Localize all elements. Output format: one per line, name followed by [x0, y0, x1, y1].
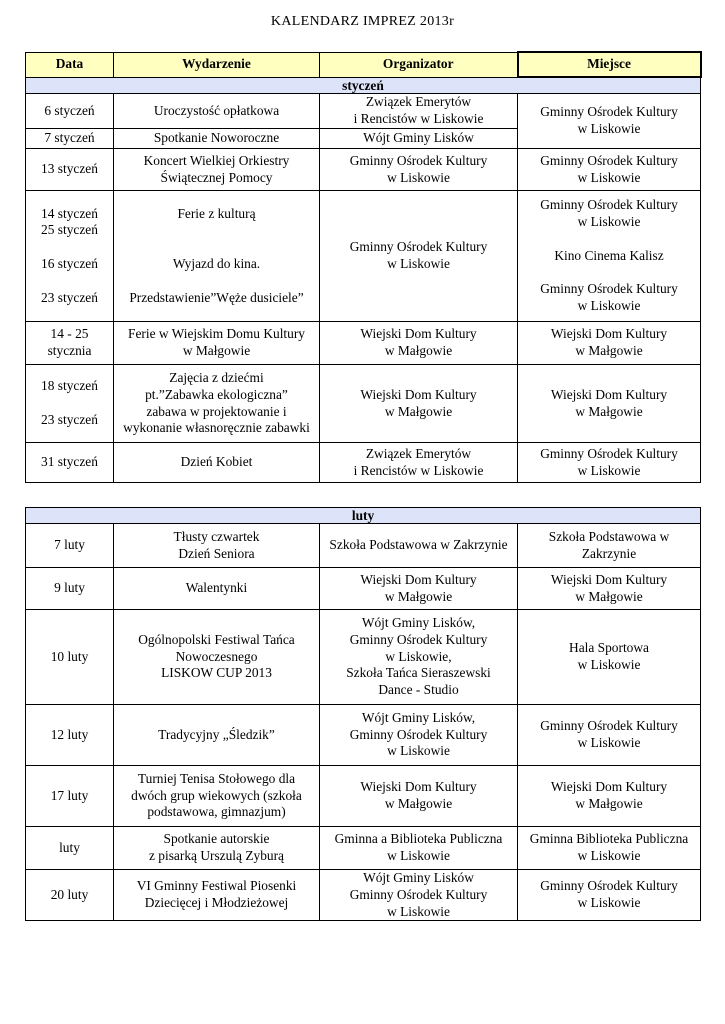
- organizer-cell: Wójt Gminy Lisków, Gminny Ośrodek Kultury w Liskowie, Szkoła Tańca Sieraszewski Dance - Studio: [320, 610, 518, 705]
- table-row: [26, 705, 701, 766]
- month-label: styczeń: [26, 77, 701, 94]
- table-row: [26, 322, 701, 365]
- table-row: [26, 827, 701, 870]
- month-label: luty: [26, 508, 701, 524]
- organizer-cell: Wiejski Dom Kultury w Małgowie: [320, 365, 518, 443]
- place-cell: Gminny Ośrodek Kultury w Liskowie: [518, 149, 701, 191]
- date-cell: luty: [26, 827, 114, 870]
- date-cell: 7 styczeń: [26, 129, 114, 149]
- event-cell: Tradycyjny „Śledzik”: [114, 705, 320, 766]
- place-cell: Szkoła Podstawowa w Zakrzynie: [518, 524, 701, 568]
- place-cell: Gminny Ośrodek Kultury w Liskowie Kino Cinema Kalisz Gminny Ośrodek Kultury w Liskowie: [518, 191, 701, 322]
- place-cell: Gminny Ośrodek Kultury w Liskowie: [518, 94, 701, 149]
- event-cell: Zajęcia z dziećmi pt.”Zabawka ekologiczna” zabawa w projektowanie i wykonanie własnoręcznie zabawki: [114, 365, 320, 443]
- place-cell: Gminny Ośrodek Kultury w Liskowie: [518, 705, 701, 766]
- event-cell: Dzień Kobiet: [114, 443, 320, 483]
- organizer-cell: Szkoła Podstawowa w Zakrzynie: [320, 524, 518, 568]
- table-row: [26, 610, 701, 705]
- table-row: [26, 524, 701, 568]
- header-row: [26, 52, 701, 77]
- table-row: [26, 191, 701, 322]
- organizer-cell: Wójt Gminy Lisków, Gminny Ośrodek Kultury w Liskowie: [320, 705, 518, 766]
- events-table-january: [25, 51, 702, 483]
- table-row: [26, 568, 701, 610]
- date-cell: 17 luty: [26, 766, 114, 827]
- events-table-february: [25, 507, 701, 921]
- date-cell: 14 - 25 stycznia: [26, 322, 114, 365]
- event-cell: Uroczystość opłatkowa: [114, 94, 320, 129]
- month-row: [26, 77, 701, 94]
- table-row: [26, 149, 701, 191]
- organizer-cell: Związek Emerytów i Rencistów w Liskowie: [320, 94, 518, 129]
- organizer-cell: Związek Emerytów i Rencistów w Liskowie: [320, 443, 518, 483]
- place-cell: Wiejski Dom Kultury w Małgowie: [518, 365, 701, 443]
- date-cell: 7 luty: [26, 524, 114, 568]
- place-cell: Gminny Ośrodek Kultury w Liskowie: [518, 870, 701, 921]
- table-row: [26, 94, 701, 129]
- event-cell: Spotkanie autorskie z pisarką Urszulą Zyburą: [114, 827, 320, 870]
- table-row: [26, 443, 701, 483]
- date-cell: 18 styczeń 23 styczeń: [26, 365, 114, 443]
- organizer-cell: Wójt Gminy Lisków: [320, 129, 518, 149]
- place-cell: Wiejski Dom Kultury w Małgowie: [518, 568, 701, 610]
- date-cell: 10 luty: [26, 610, 114, 705]
- event-cell: Tłusty czwartek Dzień Seniora: [114, 524, 320, 568]
- place-cell: Hala Sportowa w Liskowie: [518, 610, 701, 705]
- event-cell: Spotkanie Noworoczne: [114, 129, 320, 149]
- page-title: KALENDARZ IMPREZ 2013r: [270, 14, 455, 29]
- place-cell: Wiejski Dom Kultury w Małgowie: [518, 322, 701, 365]
- organizer-cell: Gminny Ośrodek Kultury w Liskowie: [320, 191, 518, 322]
- date-cell: 20 luty: [26, 870, 114, 921]
- organizer-cell: Wójt Gminy Lisków Gminny Ośrodek Kultury w Liskowie: [320, 870, 518, 921]
- date-cell: 6 styczeń: [26, 94, 114, 129]
- event-cell: Ferie z kulturą Wyjazd do kina. Przedstawienie”Węże dusiciele”: [114, 191, 320, 322]
- header-date: Data: [26, 52, 114, 77]
- month-row: [26, 508, 701, 524]
- place-cell: Gminna Biblioteka Publiczna w Liskowie: [518, 827, 701, 870]
- date-cell: 9 luty: [26, 568, 114, 610]
- event-cell: VI Gminny Festiwal Piosenki Dziecięcej i Młodzieżowej: [114, 870, 320, 921]
- event-cell: Ogólnopolski Festiwal Tańca Nowoczesnego LISKOW CUP 2013: [114, 610, 320, 705]
- header-event: Wydarzenie: [114, 52, 320, 77]
- event-cell: Walentynki: [114, 568, 320, 610]
- organizer-cell: Wiejski Dom Kultury w Małgowie: [320, 766, 518, 827]
- date-cell: 31 styczeń: [26, 443, 114, 483]
- event-cell: Koncert Wielkiej Orkiestry Świątecznej Pomocy: [114, 149, 320, 191]
- date-cell: 14 styczeń 25 styczeń 16 styczeń 23 styczeń: [26, 191, 114, 322]
- date-cell: 13 styczeń: [26, 149, 114, 191]
- organizer-cell: Wiejski Dom Kultury w Małgowie: [320, 568, 518, 610]
- organizer-cell: Gminny Ośrodek Kultury w Liskowie: [320, 149, 518, 191]
- organizer-cell: Gminna a Biblioteka Publiczna w Liskowie: [320, 827, 518, 870]
- table-row: [26, 365, 701, 443]
- table-row: [26, 766, 701, 827]
- organizer-cell: Wiejski Dom Kultury w Małgowie: [320, 322, 518, 365]
- place-cell: Wiejski Dom Kultury w Małgowie: [518, 766, 701, 827]
- event-cell: Turniej Tenisa Stołowego dla dwóch grup wiekowych (szkoła podstawowa, gimnazjum): [114, 766, 320, 827]
- table-row: [26, 870, 701, 921]
- place-cell: Gminny Ośrodek Kultury w Liskowie: [518, 443, 701, 483]
- header-place: Miejsce: [518, 52, 701, 77]
- header-organizer: Organizator: [320, 52, 518, 77]
- event-cell: Ferie w Wiejskim Domu Kultury w Małgowie: [114, 322, 320, 365]
- date-cell: 12 luty: [26, 705, 114, 766]
